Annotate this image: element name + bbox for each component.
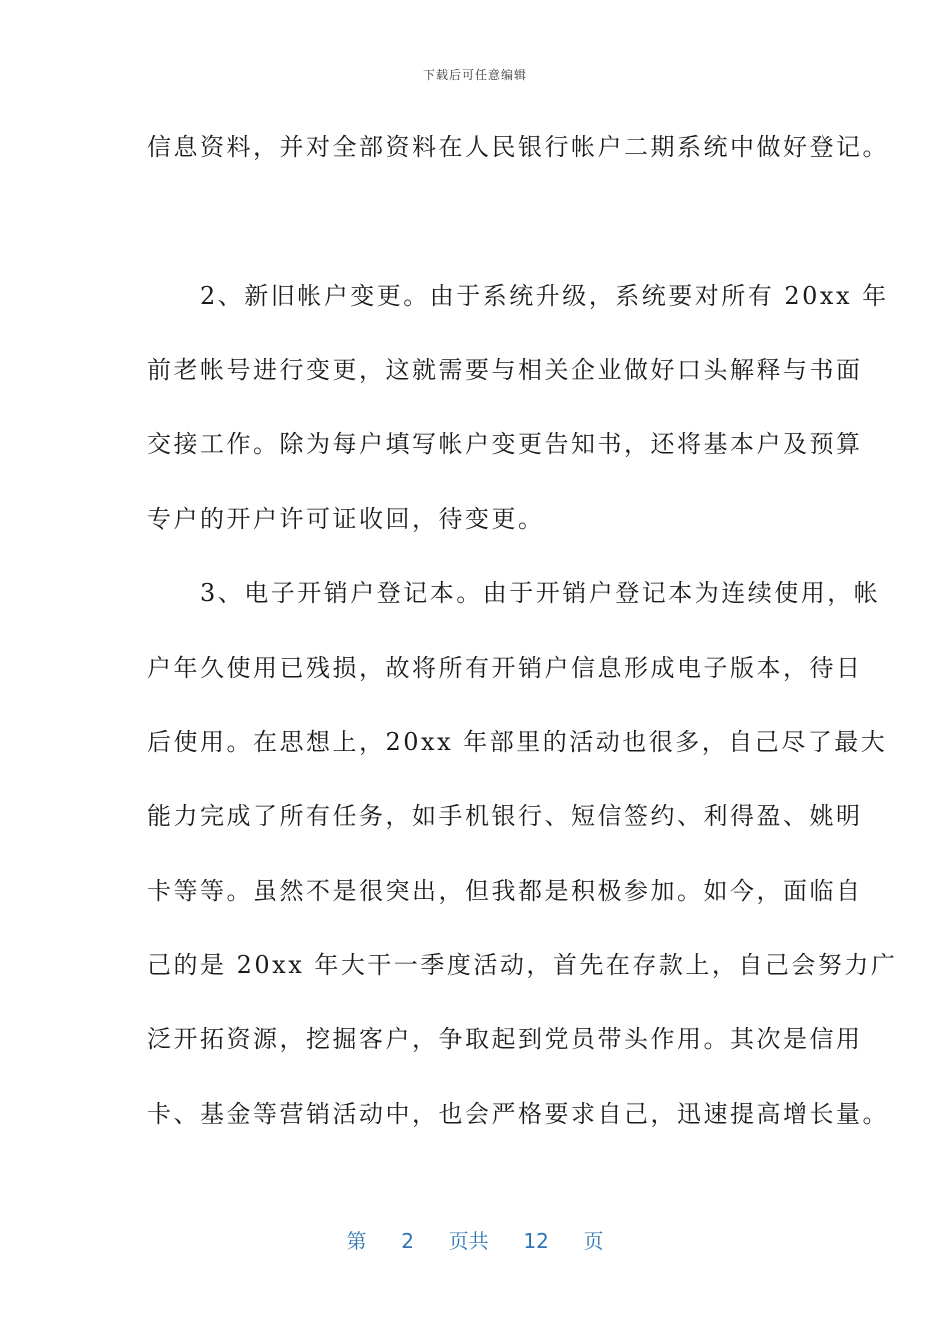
body-line: 户年久使用已残损，故将所有开销户信息形成电子版本，待日	[147, 654, 863, 682]
current-page-number: 2	[401, 1229, 414, 1253]
body-line: 后使用。在思想上，20xx 年部里的活动也很多，自己尽了最大	[147, 728, 888, 756]
body-line: 能力完成了所有任务，如手机银行、短信签约、利得盈、姚明	[147, 802, 863, 830]
body-line: 专户的开户许可证收回，待变更。	[147, 505, 545, 533]
body-line: 己的是 20xx 年大干一季度活动，首先在存款上，自己会努力广	[147, 951, 898, 979]
page-footer	[0, 1225, 950, 1254]
body-line: 泛开拓资源，挖掘客户，争取起到党员带头作用。其次是信用	[147, 1025, 863, 1053]
body-line: 卡、基金等营销活动中，也会严格要求自己，迅速提高增长量。	[147, 1100, 889, 1128]
header-note: 下载后可任意编辑	[422, 68, 527, 82]
body-line: 2、新旧帐户变更。由于系统升级，系统要对所有 20xx 年	[147, 282, 889, 310]
page-middle: 页共	[448, 1229, 489, 1253]
page-suffix: 页	[583, 1229, 604, 1253]
body-line: 卡等等。虽然不是很突出，但我都是积极参加。如今，面临自	[147, 877, 863, 905]
body-line: 3、电子开销户登记本。由于开销户登记本为连续使用，帐	[147, 579, 881, 607]
body-line: 信息资料，并对全部资料在人民银行帐户二期系统中做好登记。	[147, 133, 889, 161]
body-line: 前老帐号进行变更，这就需要与相关企业做好口头解释与书面	[147, 356, 863, 384]
page-prefix: 第	[346, 1229, 367, 1253]
total-pages-number: 12	[523, 1229, 549, 1253]
body-line: 交接工作。除为每户填写帐户变更告知书，还将基本户及预算	[147, 430, 863, 458]
